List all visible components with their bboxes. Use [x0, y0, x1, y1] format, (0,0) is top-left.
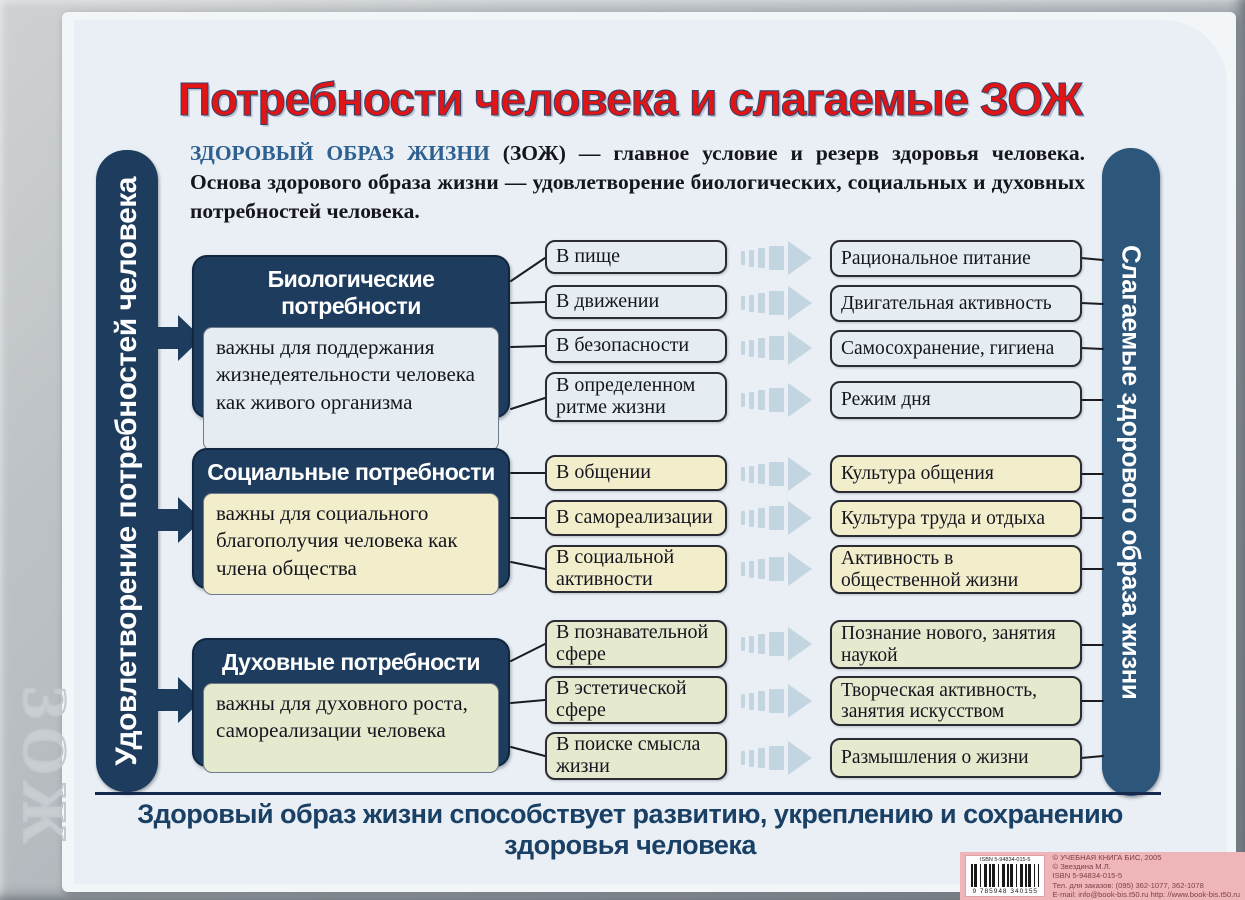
category-box-biological	[192, 255, 510, 418]
need-box: В познавательной сфере	[545, 620, 727, 668]
dashed-arrow-icon	[741, 383, 825, 417]
publisher-line: © Звездина М.Л.	[1052, 862, 1111, 872]
dashed-arrow-icon	[741, 457, 825, 491]
category-title: Социальные потребности	[207, 459, 495, 485]
flow-arrow-icon	[150, 327, 178, 349]
dashed-arrow-icon	[741, 627, 825, 661]
need-box: В эстетической сфере	[545, 676, 727, 724]
intro-paragraph	[190, 139, 1085, 227]
dashed-arrow-icon	[741, 684, 825, 718]
watermark-zozh: ЗОЖ	[10, 686, 78, 851]
footer-rule	[95, 792, 1161, 795]
need-box: В определенном ритме жизни	[545, 372, 727, 422]
need-box: В пище	[545, 240, 727, 274]
component-box: Самосохранение, гигиена	[830, 330, 1082, 367]
need-box: В движении	[545, 285, 727, 319]
isbn-label: ISBN 5-94834-015-5	[980, 857, 1031, 863]
component-box: Творческая активность, занятия искусством	[830, 676, 1082, 726]
need-box: В общении	[545, 455, 727, 491]
publisher-line: © УЧЕБНАЯ КНИГА БИС, 2005	[1052, 852, 1162, 862]
flow-arrow-icon	[150, 509, 178, 531]
flow-arrow-icon	[150, 689, 178, 711]
component-box: Активность в общественной жизни	[830, 545, 1082, 594]
category-description: важны для духовного роста, самореализации человека	[203, 683, 499, 773]
publisher-line: Тел. для заказов: (095) 362-1077, 362-1078	[1052, 880, 1204, 890]
left-axis-label: Удовлетворение потребностей человека	[110, 176, 143, 766]
right-axis-bar	[1102, 148, 1160, 796]
category-description: важны для социального благополучия человека как члена общества	[203, 493, 499, 595]
page-title: Потребности человека и слагаемые ЗОЖ	[178, 73, 1082, 125]
publisher-info	[1052, 852, 1240, 899]
publisher-line: E-mail: info@book-bis.t50.ru http: //www.book-bis.t50.ru	[1052, 889, 1240, 899]
component-box: Размышления о жизни	[830, 738, 1082, 778]
category-box-social	[192, 448, 510, 589]
dashed-arrow-icon	[741, 331, 825, 365]
barcode-icon	[971, 864, 1039, 887]
category-box-spiritual	[192, 638, 510, 767]
publisher-block	[960, 852, 1245, 900]
component-box: Рациональное питание	[830, 240, 1082, 277]
need-box: В социальной активности	[545, 545, 727, 593]
intro-rest: (ЗОЖ) — главное условие и резерв здоровья человека. Основа здорового образа жизни — удовлетворение биологических, социальных и духовных потребностей человека.	[190, 141, 1085, 224]
barcode	[965, 855, 1045, 897]
component-box: Двигательная активность	[830, 285, 1082, 322]
component-box: Познание нового, занятия наукой	[830, 620, 1082, 669]
category-description: важны для поддержания жизнедеятельности человека как живого организма	[203, 327, 499, 451]
barcode-digits: 9 785948 340155	[972, 888, 1039, 895]
footer-tagline: Здоровый образ жизни способствует развитию, укреплению и сохранению здоровья человека	[137, 799, 1123, 860]
left-axis-bar	[96, 150, 158, 792]
component-box: Культура труда и отдыха	[830, 500, 1082, 537]
intro-highlight: ЗДОРОВЫЙ ОБРАЗ ЖИЗНИ	[190, 141, 490, 165]
dashed-arrow-icon	[741, 501, 825, 535]
need-box: В поиске смысла жизни	[545, 732, 727, 780]
component-box: Культура общения	[830, 455, 1082, 493]
dashed-arrow-icon	[741, 286, 825, 320]
category-title: Биологические потребности	[267, 266, 435, 319]
category-title: Духовные потребности	[221, 649, 481, 675]
dashed-arrow-icon	[741, 741, 825, 775]
need-box: В самореализации	[545, 500, 727, 536]
dashed-arrow-icon	[741, 241, 825, 275]
publisher-line: ISBN 5-94834-015-5	[1052, 871, 1123, 881]
need-box: В безопасности	[545, 329, 727, 363]
dashed-arrow-icon	[741, 552, 825, 586]
component-box: Режим дня	[830, 381, 1082, 419]
right-axis-label: Слагаемые здорового образа жизни	[1116, 244, 1147, 700]
